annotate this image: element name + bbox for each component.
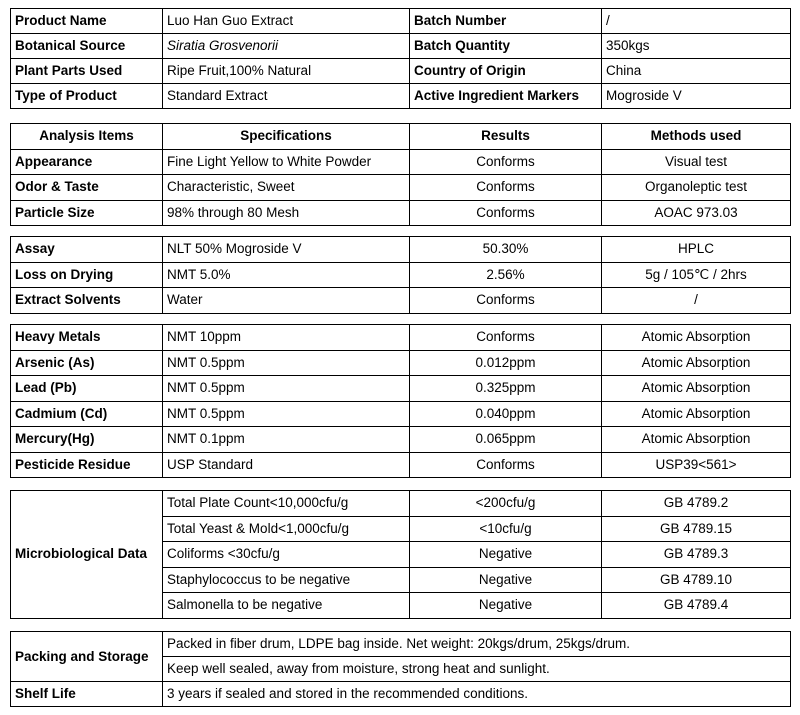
spec-cell: Total Yeast & Mold<1,000cfu/g: [163, 516, 410, 542]
plant-parts-value: Ripe Fruit,100% Natural: [163, 59, 410, 84]
table-row: [11, 376, 791, 402]
table-row: [11, 34, 791, 59]
item-cell: Appearance: [11, 149, 163, 175]
botanical-source-value: Siratia Grosvenorii: [163, 34, 410, 59]
spec-cell: NMT 0.5ppm: [163, 401, 410, 427]
spec-cell: NMT 0.5ppm: [163, 376, 410, 402]
table-row: [11, 682, 791, 707]
result-cell: Negative: [410, 542, 602, 568]
table-row: [11, 149, 791, 175]
plant-parts-label: Plant Parts Used: [11, 59, 163, 84]
batch-number-label: Batch Number: [410, 9, 602, 34]
product-name-label: Product Name: [11, 9, 163, 34]
product-name-value: Luo Han Guo Extract: [163, 9, 410, 34]
spec-cell: NMT 10ppm: [163, 325, 410, 351]
header-results: Results: [410, 124, 602, 150]
method-cell: Visual test: [602, 149, 791, 175]
method-cell: Atomic Absorption: [602, 401, 791, 427]
table-row: [11, 491, 791, 517]
header-specifications: Specifications: [163, 124, 410, 150]
packing-label: Packing and Storage: [11, 632, 163, 682]
method-cell: GB 4789.15: [602, 516, 791, 542]
batch-number-value: /: [602, 9, 791, 34]
result-cell: Conforms: [410, 149, 602, 175]
packing-table: [10, 631, 791, 707]
table-row: [11, 401, 791, 427]
microbiological-label: Microbiological Data: [11, 491, 163, 619]
physical-analysis-table: [10, 123, 791, 226]
spec-cell: NLT 50% Mogroside V: [163, 237, 410, 263]
packing-line-1: Packed in fiber drum, LDPE bag inside. Net weight: 20kgs/drum, 25kgs/drum.: [163, 632, 791, 657]
spec-cell: Coliforms <30cfu/g: [163, 542, 410, 568]
item-cell: Arsenic (As): [11, 350, 163, 376]
spec-cell: NMT 0.5ppm: [163, 350, 410, 376]
table-row: [11, 262, 791, 288]
result-cell: 0.325ppm: [410, 376, 602, 402]
markers-value: Mogroside V: [602, 84, 791, 109]
header-analysis-items: Analysis Items: [11, 124, 163, 150]
item-cell: Lead (Pb): [11, 376, 163, 402]
table-row: [11, 9, 791, 34]
method-cell: Atomic Absorption: [602, 427, 791, 453]
heavy-metals-table: [10, 324, 791, 478]
item-cell: Loss on Drying: [11, 262, 163, 288]
table-row: [11, 632, 791, 657]
method-cell: USP39<561>: [602, 452, 791, 478]
spec-cell: NMT 5.0%: [163, 262, 410, 288]
result-cell: Conforms: [410, 452, 602, 478]
header-methods: Methods used: [602, 124, 791, 150]
method-cell: HPLC: [602, 237, 791, 263]
spec-cell: NMT 0.1ppm: [163, 427, 410, 453]
method-cell: Atomic Absorption: [602, 350, 791, 376]
botanical-source-label: Botanical Source: [11, 34, 163, 59]
shelf-life-value: 3 years if sealed and stored in the recommended conditions.: [163, 682, 791, 707]
result-cell: 0.012ppm: [410, 350, 602, 376]
item-cell: Assay: [11, 237, 163, 263]
method-cell: /: [602, 288, 791, 314]
method-cell: GB 4789.4: [602, 593, 791, 619]
item-cell: Particle Size: [11, 200, 163, 226]
spec-cell: Staphylococcus to be negative: [163, 567, 410, 593]
spec-cell: 98% through 80 Mesh: [163, 200, 410, 226]
result-cell: Negative: [410, 593, 602, 619]
spec-cell: Water: [163, 288, 410, 314]
spec-cell: Salmonella to be negative: [163, 593, 410, 619]
country-label: Country of Origin: [410, 59, 602, 84]
product-info-table: [10, 8, 791, 109]
country-value: China: [602, 59, 791, 84]
item-cell: Mercury(Hg): [11, 427, 163, 453]
result-cell: <10cfu/g: [410, 516, 602, 542]
batch-quantity-label: Batch Quantity: [410, 34, 602, 59]
shelf-life-label: Shelf Life: [11, 682, 163, 707]
method-cell: Organoleptic test: [602, 175, 791, 201]
type-value: Standard Extract: [163, 84, 410, 109]
microbiological-table: [10, 490, 791, 619]
type-label: Type of Product: [11, 84, 163, 109]
table-row: [11, 325, 791, 351]
result-cell: 0.040ppm: [410, 401, 602, 427]
result-cell: Conforms: [410, 200, 602, 226]
spec-cell: Fine Light Yellow to White Powder: [163, 149, 410, 175]
method-cell: Atomic Absorption: [602, 325, 791, 351]
result-cell: Conforms: [410, 175, 602, 201]
result-cell: Conforms: [410, 325, 602, 351]
spec-cell: Characteristic, Sweet: [163, 175, 410, 201]
method-cell: Atomic Absorption: [602, 376, 791, 402]
item-cell: Cadmium (Cd): [11, 401, 163, 427]
table-row: [11, 452, 791, 478]
method-cell: GB 4789.10: [602, 567, 791, 593]
spec-cell: Total Plate Count<10,000cfu/g: [163, 491, 410, 517]
item-cell: Odor & Taste: [11, 175, 163, 201]
table-row: [11, 350, 791, 376]
result-cell: <200cfu/g: [410, 491, 602, 517]
table-row: [11, 288, 791, 314]
table-row: [11, 237, 791, 263]
packing-line-2: Keep well sealed, away from moisture, strong heat and sunlight.: [163, 657, 791, 682]
result-cell: Negative: [410, 567, 602, 593]
table-row: [11, 59, 791, 84]
spec-cell: USP Standard: [163, 452, 410, 478]
method-cell: AOAC 973.03: [602, 200, 791, 226]
result-cell: 2.56%: [410, 262, 602, 288]
item-cell: Pesticide Residue: [11, 452, 163, 478]
table-row: [11, 200, 791, 226]
markers-label: Active Ingredient Markers: [410, 84, 602, 109]
method-cell: GB 4789.2: [602, 491, 791, 517]
result-cell: Conforms: [410, 288, 602, 314]
result-cell: 50.30%: [410, 237, 602, 263]
result-cell: 0.065ppm: [410, 427, 602, 453]
table-row: [11, 84, 791, 109]
table-row: [11, 175, 791, 201]
item-cell: Extract Solvents: [11, 288, 163, 314]
batch-quantity-value: 350kgs: [602, 34, 791, 59]
item-cell: Heavy Metals: [11, 325, 163, 351]
table-row: [11, 427, 791, 453]
method-cell: GB 4789.3: [602, 542, 791, 568]
header-row: [11, 124, 791, 150]
method-cell: 5g / 105℃ / 2hrs: [602, 262, 791, 288]
assay-table: [10, 236, 791, 314]
